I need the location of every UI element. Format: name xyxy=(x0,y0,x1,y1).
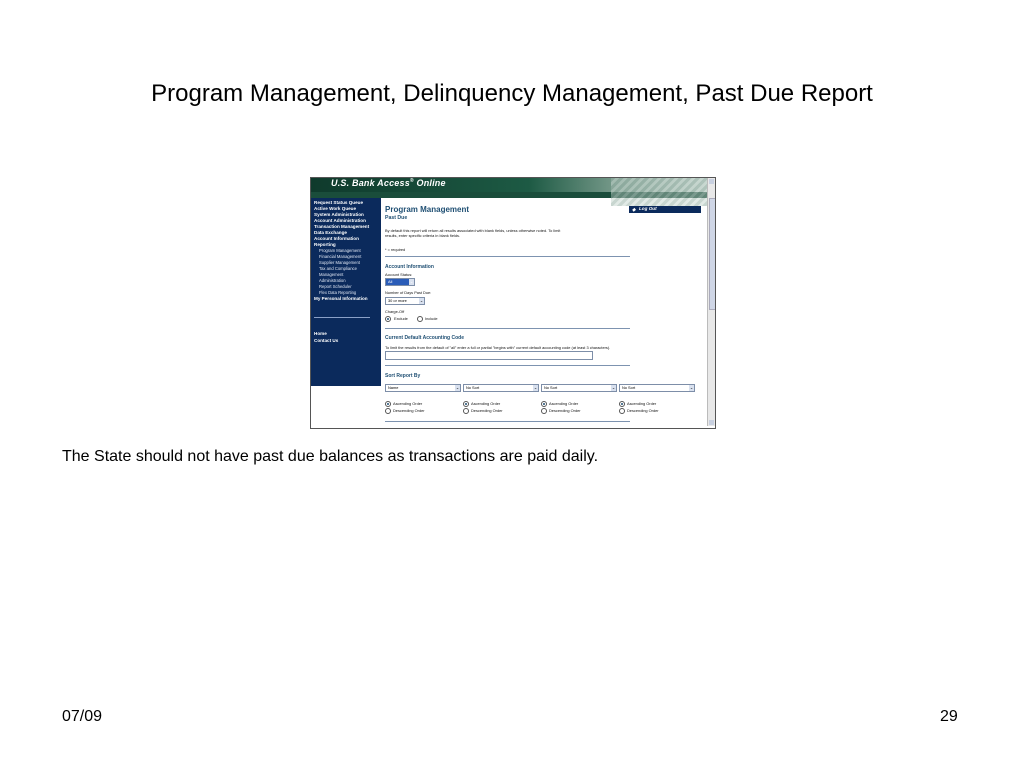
diamond-icon: ◆ xyxy=(632,207,636,212)
sidebar-sub-program-mgmt[interactable]: Program Management xyxy=(319,248,361,253)
accounting-code-input[interactable] xyxy=(385,351,593,360)
page-subtitle: Past Due xyxy=(385,215,408,221)
sort-value: No Sort xyxy=(544,385,558,390)
sidebar-item-transaction-mgmt[interactable]: Transaction Management xyxy=(314,224,370,229)
chevron-down-icon: ⌄ xyxy=(689,385,694,390)
exclude-label: Exclude xyxy=(394,316,408,321)
include-radio[interactable] xyxy=(417,316,423,322)
descending-label: Descending Order xyxy=(393,408,425,413)
slide-title: Program Management, Delinquency Management, Past Due Report xyxy=(151,80,873,107)
days-past-due-value: 30 or more xyxy=(388,298,407,303)
sidebar-item-request-status[interactable]: Request Status Queue xyxy=(314,200,364,205)
intro-line-1: By default this report will return all results associated with blank fields, unless otherwise noted. To limit xyxy=(385,228,561,233)
brand-name: U.S. Bank Access xyxy=(331,178,410,188)
brand-suffix: Online xyxy=(416,178,446,188)
descending-radio[interactable] xyxy=(541,408,547,414)
account-status-label: Account Status: xyxy=(385,272,413,277)
intro-line-2: results, enter specific criteria in blank fields. xyxy=(385,233,461,238)
ascending-label: Ascending Order xyxy=(471,401,501,406)
descending-label: Descending Order xyxy=(627,408,659,413)
main-content xyxy=(385,198,703,426)
descending-radio[interactable] xyxy=(619,408,625,414)
divider xyxy=(385,421,630,422)
ascending-radio[interactable] xyxy=(619,401,625,407)
sidebar-sub-report-scheduler[interactable]: Report Scheduler xyxy=(319,284,352,289)
divider xyxy=(385,256,630,257)
ascending-radio[interactable] xyxy=(385,401,391,407)
sidebar-item-reporting[interactable]: Reporting xyxy=(314,242,336,247)
logout-label: Log Out xyxy=(639,206,657,211)
scroll-down-icon[interactable] xyxy=(709,420,714,425)
chevron-down-icon: ⌄ xyxy=(611,385,616,390)
app-brand xyxy=(331,178,446,188)
scroll-up-icon[interactable] xyxy=(709,179,714,184)
sidebar-item-contact[interactable]: Contact Us xyxy=(314,338,339,343)
descending-radio[interactable] xyxy=(463,408,469,414)
section-account-info: Account Information xyxy=(385,264,434,270)
descending-radio[interactable] xyxy=(385,408,391,414)
sidebar-sub-management[interactable]: Management xyxy=(319,272,344,277)
sidebar-sub-flex-data[interactable]: Flex Data Reporting xyxy=(319,290,357,295)
ascending-label: Ascending Order xyxy=(549,401,579,406)
sidebar-item-active-work[interactable]: Active Work Queue xyxy=(314,206,357,211)
include-label: Include xyxy=(425,316,438,321)
required-note: * = required xyxy=(385,247,406,252)
sort-select-1[interactable] xyxy=(385,384,461,392)
days-past-due-select[interactable] xyxy=(385,297,425,305)
sidebar-sub-financial-mgmt[interactable]: Financial Management xyxy=(319,254,362,259)
sidebar-item-account-info[interactable]: Account Information xyxy=(314,236,359,241)
sort-select-3[interactable] xyxy=(541,384,617,392)
scrollbar-thumb[interactable] xyxy=(709,198,716,310)
chevron-down-icon: ⌄ xyxy=(419,298,424,303)
chevron-down-icon: ⌄ xyxy=(409,279,414,284)
sort-select-4[interactable] xyxy=(619,384,695,392)
account-status-value: All xyxy=(388,279,393,284)
vertical-scrollbar[interactable] xyxy=(707,178,715,426)
page-title: Program Management xyxy=(385,205,470,214)
section-sort-report: Sort Report By xyxy=(385,373,421,379)
ascending-label: Ascending Order xyxy=(627,401,657,406)
sidebar-item-personal-info[interactable]: My Personal Information xyxy=(314,296,368,301)
sidebar-item-system-admin[interactable]: System Administration xyxy=(314,212,364,217)
chevron-down-icon: ⌄ xyxy=(533,385,538,390)
sidebar-footer-space xyxy=(311,386,381,426)
sort-value: No Sort xyxy=(622,385,636,390)
sort-select-2[interactable] xyxy=(463,384,539,392)
sidebar-sub-administration[interactable]: Administration xyxy=(319,278,346,283)
sidebar xyxy=(311,198,381,386)
sidebar-divider xyxy=(314,317,370,318)
embedded-screenshot xyxy=(310,177,716,429)
descending-label: Descending Order xyxy=(549,408,581,413)
days-past-due-label: Number of Days Past Due: xyxy=(385,290,432,295)
accounting-code-help: To limit the results from the default of "all" enter a full or partial "begins with" current default accounting code (at least 3 characters). xyxy=(385,345,611,350)
descending-label: Descending Order xyxy=(471,408,503,413)
account-status-select[interactable] xyxy=(385,278,415,286)
sort-value: No Sort xyxy=(466,385,480,390)
sidebar-item-account-admin[interactable]: Account Administration xyxy=(314,218,366,223)
brand-mark: ® xyxy=(409,178,414,184)
sort-value: Name xyxy=(388,385,399,390)
divider xyxy=(385,328,630,329)
chevron-down-icon: ⌄ xyxy=(455,385,460,390)
page-number: 29 xyxy=(940,708,958,725)
ascending-radio[interactable] xyxy=(541,401,547,407)
footer-date: 07/09 xyxy=(62,708,103,725)
sidebar-item-home[interactable]: Home xyxy=(314,331,327,336)
section-accounting-code: Current Default Accounting Code xyxy=(385,335,464,341)
ascending-label: Ascending Order xyxy=(393,401,423,406)
divider xyxy=(385,365,630,366)
sidebar-item-data-exchange[interactable]: Data Exchange xyxy=(314,230,347,235)
exclude-radio[interactable] xyxy=(385,316,391,322)
sidebar-sub-supplier-mgmt[interactable]: Supplier Management xyxy=(319,260,360,265)
sidebar-sub-tax-compliance[interactable]: Tax and Compliance xyxy=(319,266,357,271)
slide-caption: The State should not have past due balances as transactions are paid daily. xyxy=(62,448,599,465)
ascending-radio[interactable] xyxy=(463,401,469,407)
chargeoff-label: Charge-Off xyxy=(385,309,405,314)
